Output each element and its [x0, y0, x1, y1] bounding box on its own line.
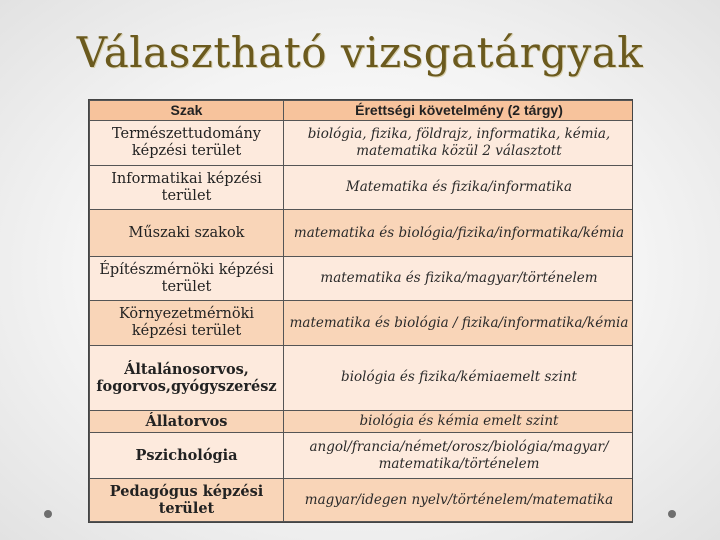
table-row	[90, 301, 634, 346]
szak-cell: Állatorvos	[90, 410, 284, 432]
table-row	[90, 479, 634, 522]
slide-title: Választható vizsgatárgyak	[76, 28, 644, 77]
requirement-cell: magyar/idegen nyelv/történelem/matematika	[284, 479, 634, 522]
table-header-row	[90, 101, 634, 121]
szak-cell: Építészmérnöki képzési terület	[90, 256, 284, 301]
requirement-cell: angol/francia/német/orosz/biológia/magyar/ matematika/történelem	[284, 432, 634, 479]
szak-cell: Informatikai képzési terület	[90, 165, 284, 210]
table-row	[90, 410, 634, 432]
szak-cell: Környezetmérnöki képzési terület	[90, 301, 284, 346]
table-row	[90, 345, 634, 410]
table-row	[90, 210, 634, 257]
requirement-cell: matematika és fizika/magyar/történelem	[284, 256, 634, 301]
requirements-table	[88, 99, 633, 523]
requirement-cell: biológia és fizika/kémiaemelt szint	[284, 345, 634, 410]
szak-cell: Természettudomány képzési terület	[90, 121, 284, 166]
bullet-dot-left	[44, 510, 52, 518]
requirement-cell: biológia és kémia emelt szint	[284, 410, 634, 432]
header-requirement: Érettségi követelmény (2 tárgy)	[284, 101, 634, 121]
header-szak: Szak	[90, 101, 284, 121]
table-row	[90, 165, 634, 210]
szak-cell: Műszaki szakok	[90, 210, 284, 257]
requirement-cell: Matematika és fizika/informatika	[284, 165, 634, 210]
bullet-dot-right	[668, 510, 676, 518]
table-row	[90, 256, 634, 301]
requirement-cell: matematika és biológia/fizika/informatika/kémia	[284, 210, 634, 257]
table-row	[90, 432, 634, 479]
szak-cell: Pszichológia	[90, 432, 284, 479]
table-row	[90, 121, 634, 166]
szak-cell: Pedagógus képzési terület	[90, 479, 284, 522]
szak-cell: Általánosorvos, fogorvos,gyógyszerész	[90, 345, 284, 410]
requirement-cell: biológia, fizika, földrajz, informatika, kémia, matematika közül 2 választott	[284, 121, 634, 166]
requirement-cell: matematika és biológia / fizika/informatika/kémia	[284, 301, 634, 346]
